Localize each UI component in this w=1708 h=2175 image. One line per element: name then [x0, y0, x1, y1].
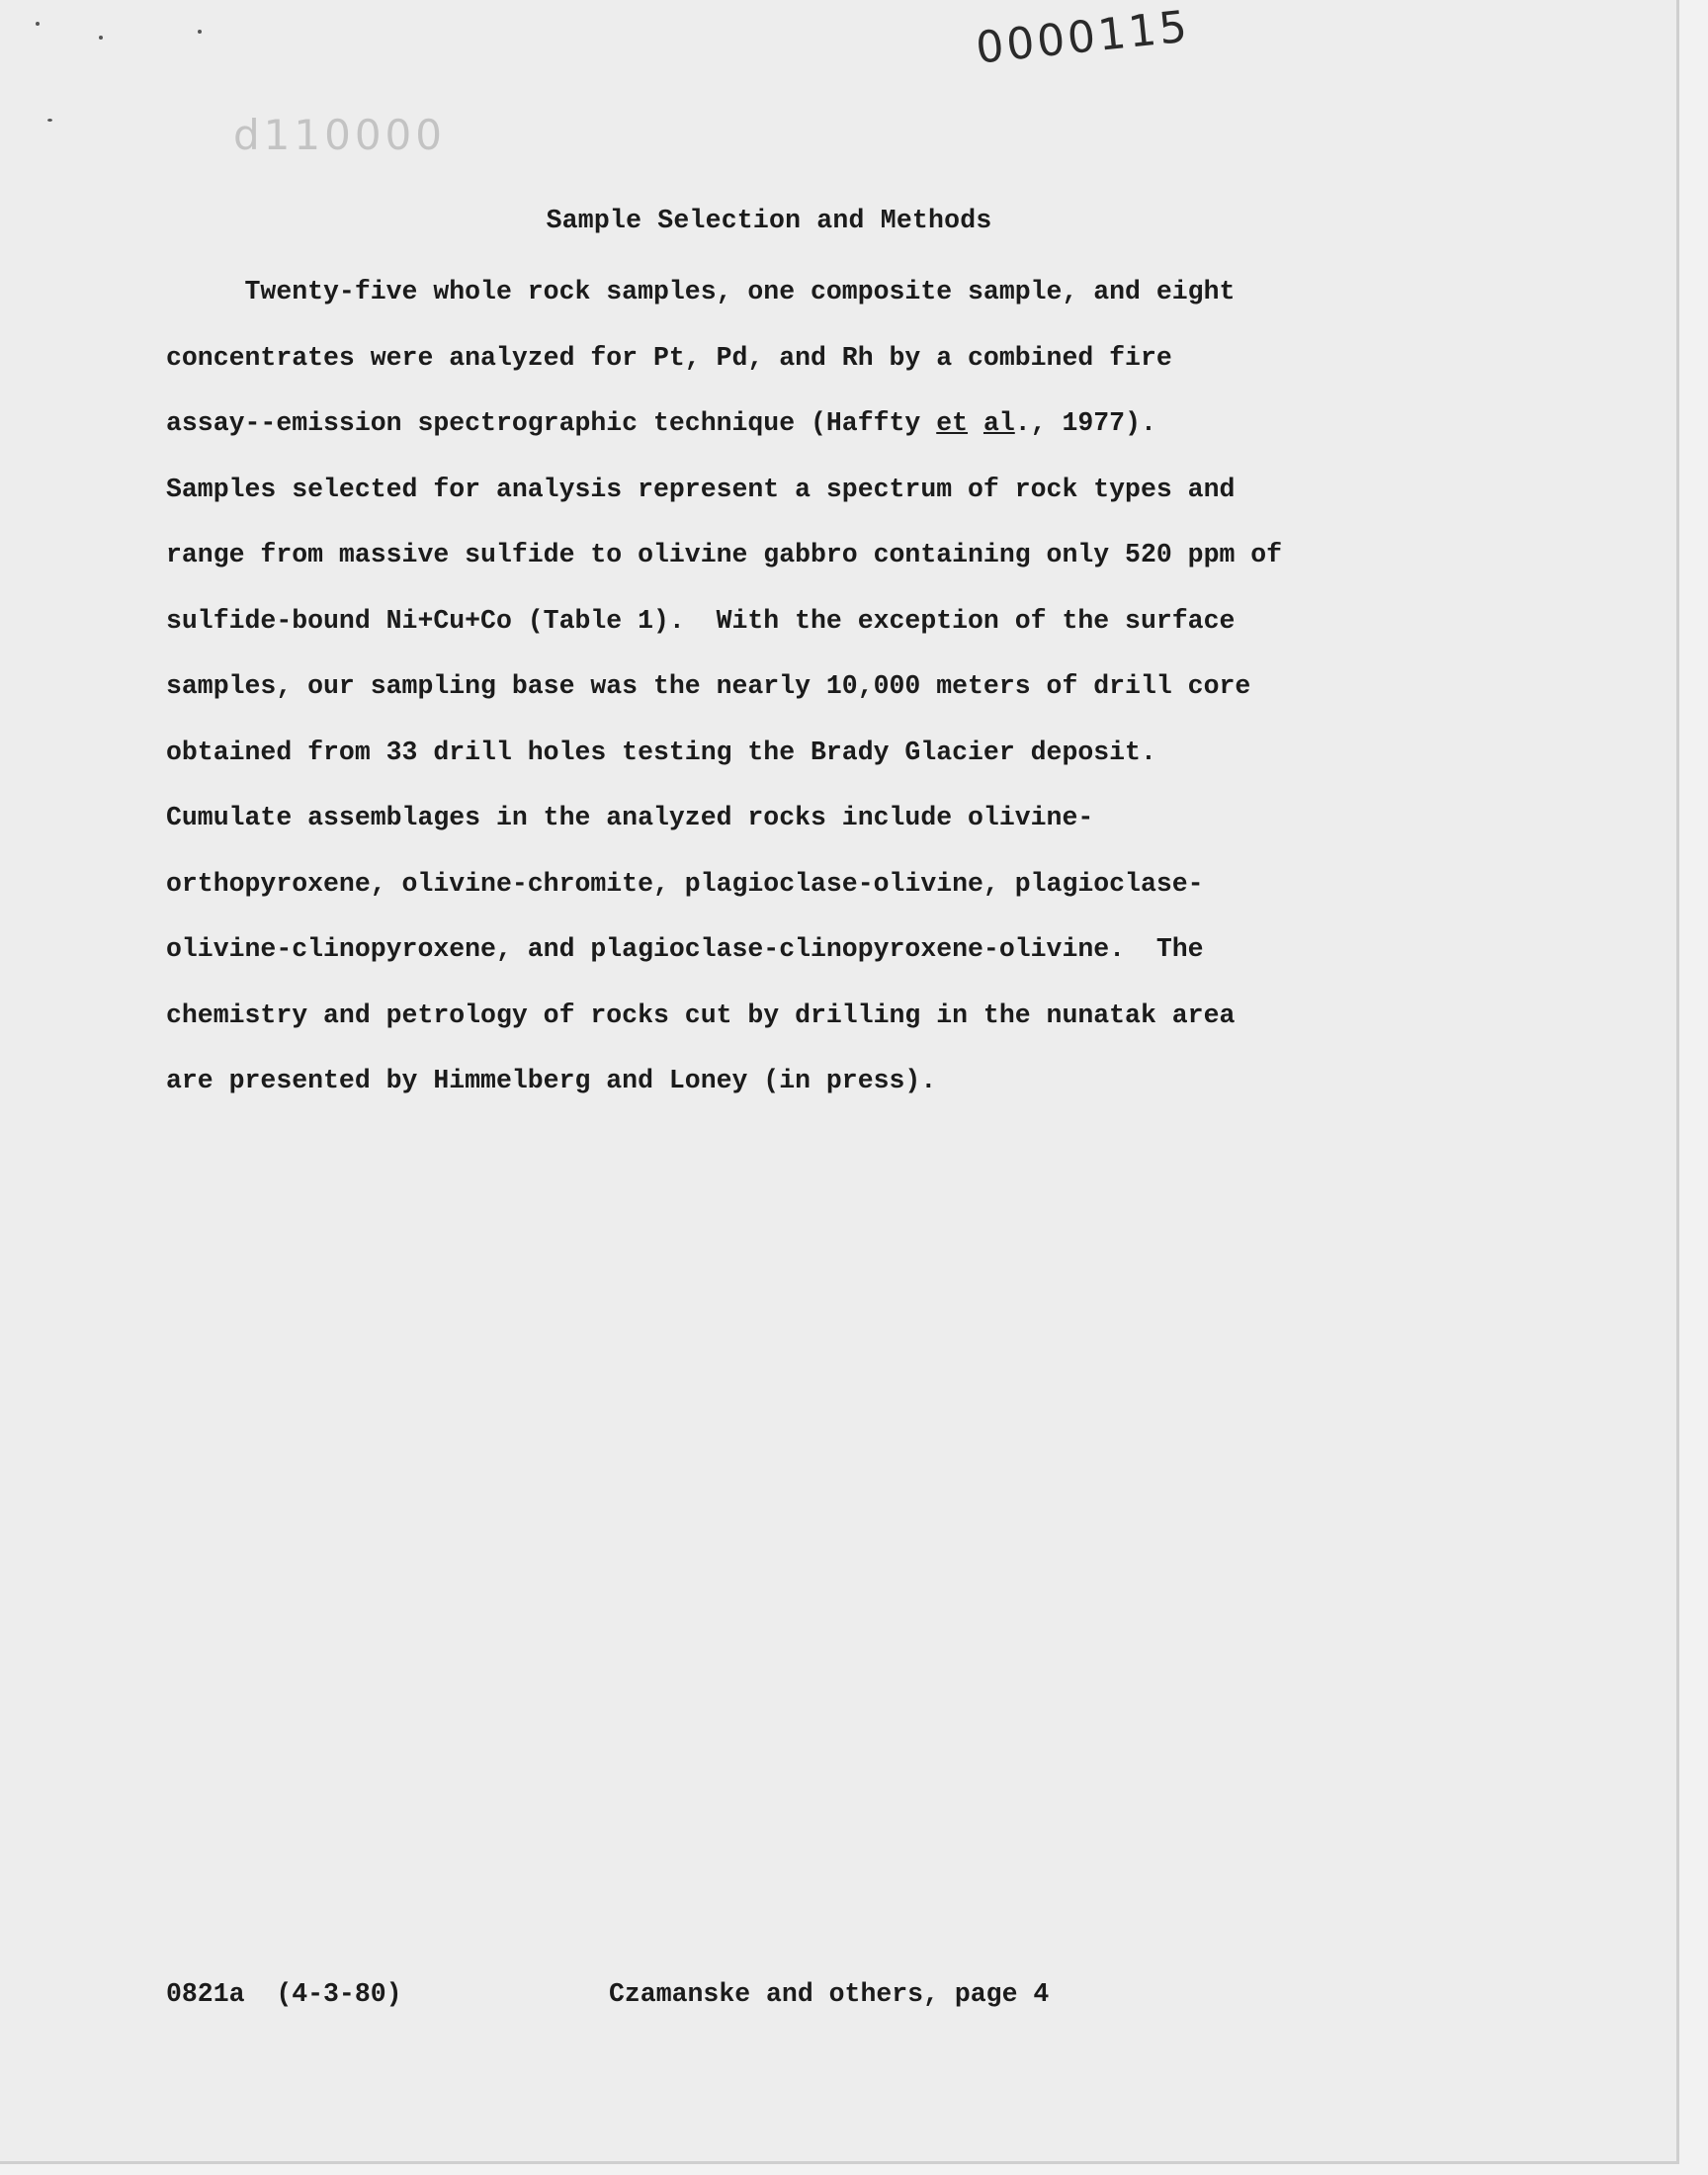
scan-speck [47, 119, 52, 122]
underlined-al: al [982, 408, 1015, 438]
paragraph-line: samples, our sampling base was the nearly 10,000 meters of drill core [166, 671, 1251, 701]
scan-speck [36, 22, 40, 26]
paragraph-line: orthopyroxene, olivine-chromite, plagioclase-olivine, plagioclase- [166, 868, 1204, 899]
paragraph-line: Cumulate assemblages in the analyzed rocks include olivine- [166, 803, 1094, 832]
paragraph-line: concentrates were analyzed for Pt, Pd, and Rh by a combined fire [166, 342, 1172, 373]
footer-document-code: 0821a (4-3-80) [166, 1979, 402, 2009]
scan-speck [198, 30, 202, 34]
section-title: Sample Selection and Methods [546, 206, 992, 235]
paragraph-line: sulfide-bound Ni+Cu+Co (Table 1). With the exception of the surface [166, 605, 1236, 636]
paragraph-line: assay--emission spectrographic technique (Haffty et al., 1977). [166, 408, 1156, 438]
paragraph-line: are presented by Himmelberg and Loney (in press). [166, 1066, 937, 1095]
footer-page-label: Czamanske and others, page 4 [609, 1979, 1050, 2009]
scan-speck [99, 36, 103, 40]
page-stamp-number: 0000115 [974, 1, 1193, 74]
paragraph-line: Samples selected for analysis represent a spectrum of rock types and [166, 474, 1236, 504]
paragraph-line: chemistry and petrology of rocks cut by drilling in the nunatak area [166, 1000, 1236, 1030]
underlined-et: et [936, 408, 969, 438]
body-paragraph [166, 272, 1451, 1127]
paragraph-line: Twenty-five whole rock samples, one composite sample, and eight [166, 277, 1236, 306]
paragraph-line: range from massive sulfide to olivine gabbro containing only 520 ppm of [166, 540, 1283, 569]
paragraph-line: obtained from 33 drill holes testing the Brady Glacier deposit. [166, 737, 1156, 767]
faint-stamp-number: d110000 [233, 111, 446, 159]
paragraph-line: olivine-clinopyroxene, and plagioclase-clinopyroxene-olivine. The [166, 934, 1204, 964]
